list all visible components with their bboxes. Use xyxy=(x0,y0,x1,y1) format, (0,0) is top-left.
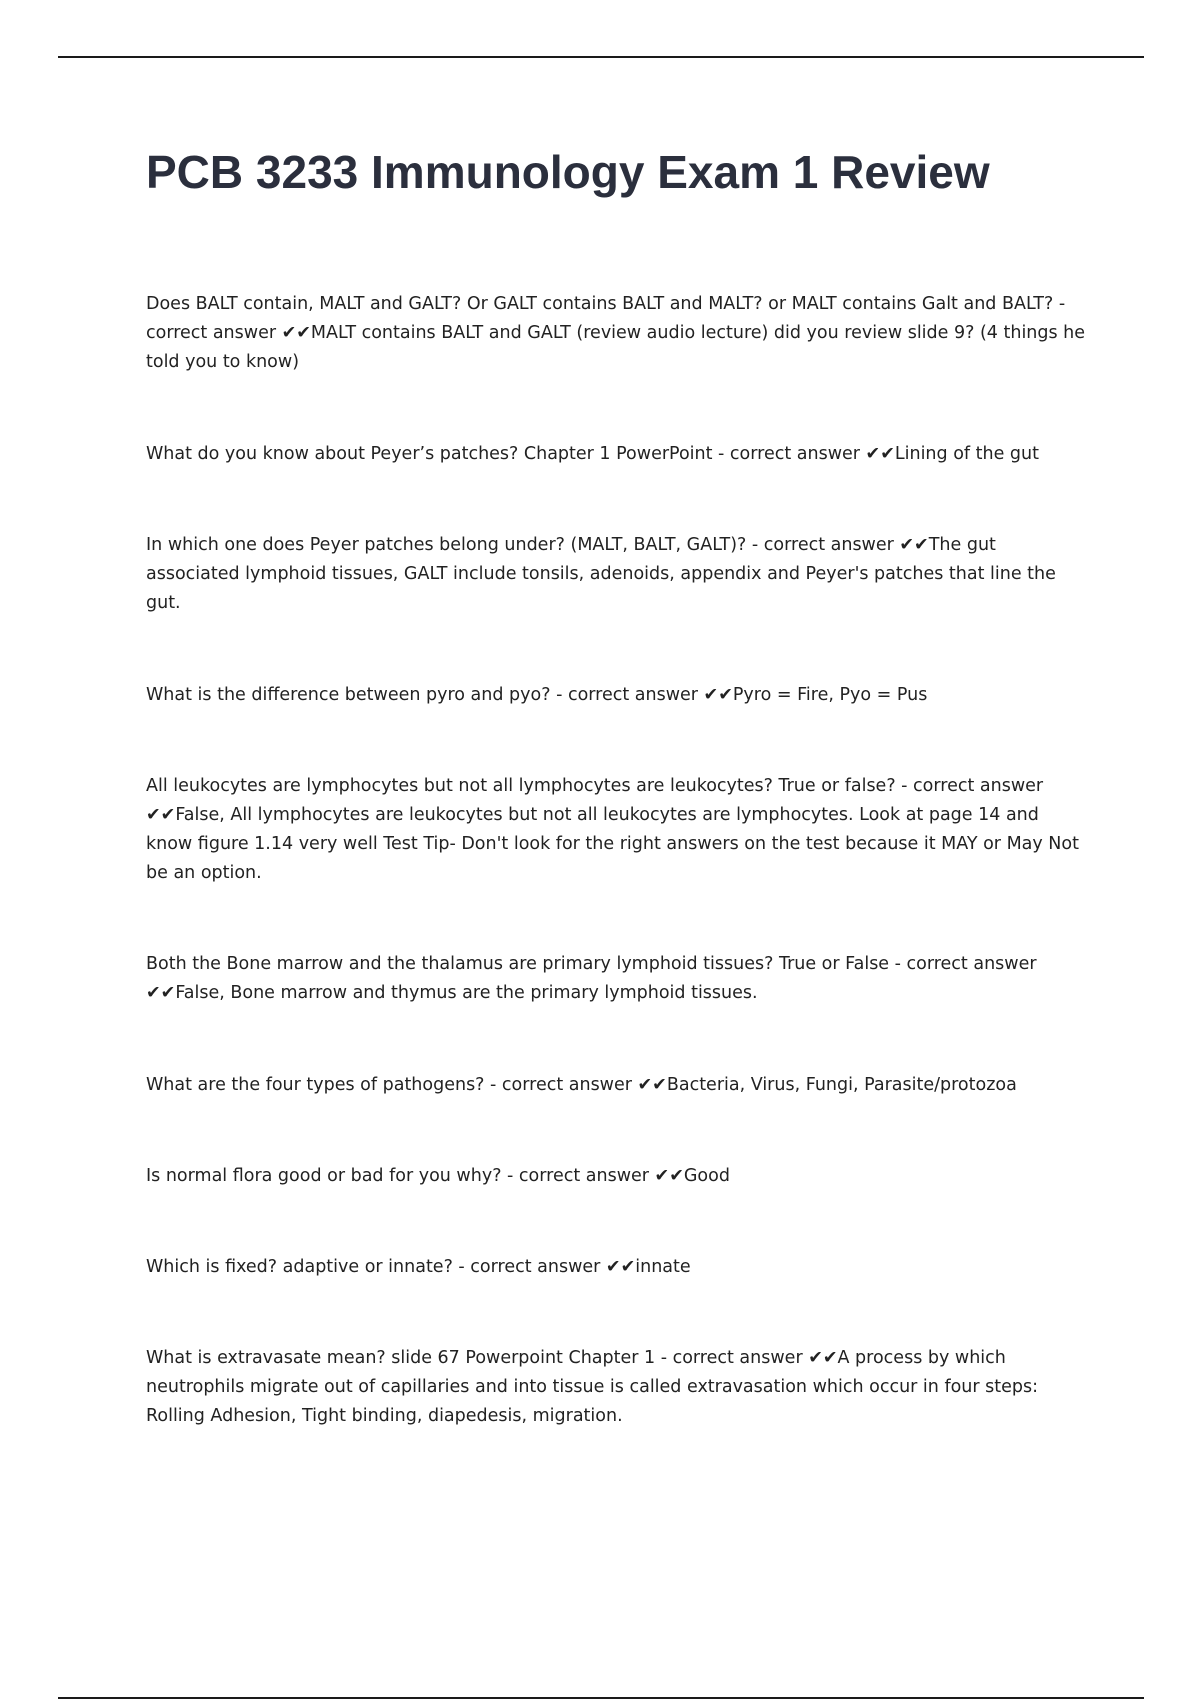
bottom-divider xyxy=(58,1697,1144,1699)
qa-item-3: In which one does Peyer patches belong under? (MALT, BALT, GALT)? - correct answer ✔✔The gut associated lymphoid tissues, GALT include tonsils, adenoids, appendix and Peyer's patches that line the gut. xyxy=(146,535,1056,613)
qa-item-1: Does BALT contain, MALT and GALT? Or GALT contains BALT and MALT? or MALT contains Galt and BALT? - correct answer ✔✔MALT contains BALT and GALT (review audio lecture) did you review slide 9? (4 things he told you to know) xyxy=(146,294,1086,372)
document-title: PCB 3233 Immunology Exam 1 Review xyxy=(146,146,990,198)
qa-item-4: What is the difference between pyro and pyo? - correct answer ✔✔Pyro = Fire, Pyo = Pus xyxy=(146,685,928,705)
qa-item-10: What is extravasate mean? slide 67 Powerpoint Chapter 1 - correct answer ✔✔A process by which neutrophils migrate out of capillaries and into tissue is called extravasation which occur in four steps: Rolling Adhesion, Tight binding, diapedesis, migration. xyxy=(146,1348,1039,1426)
qa-item-7: What are the four types of pathogens? - correct answer ✔✔Bacteria, Virus, Fungi, Parasite/protozoa xyxy=(146,1075,1017,1095)
qa-item-5: All leukocytes are lymphocytes but not all lymphocytes are leukocytes? True or false? - correct answer ✔✔False, All lymphocytes are leukocytes but not all leukocytes are lymphocytes. Look at page 14 and know figure 1.14 very well Test Tip- Don't look for the right answers on the test because it MAY or May Not be an option. xyxy=(146,776,1079,883)
qa-item-9: Which is fixed? adaptive or innate? - correct answer ✔✔innate xyxy=(146,1257,691,1277)
top-divider xyxy=(58,56,1144,58)
qa-item-6: Both the Bone marrow and the thalamus are primary lymphoid tissues? True or False - correct answer ✔✔False, Bone marrow and thymus are the primary lymphoid tissues. xyxy=(146,954,1037,1003)
qa-item-2: What do you know about Peyer’s patches? Chapter 1 PowerPoint - correct answer ✔✔Lining of the gut xyxy=(146,444,1039,464)
qa-item-8: Is normal flora good or bad for you why? - correct answer ✔✔Good xyxy=(146,1166,730,1186)
